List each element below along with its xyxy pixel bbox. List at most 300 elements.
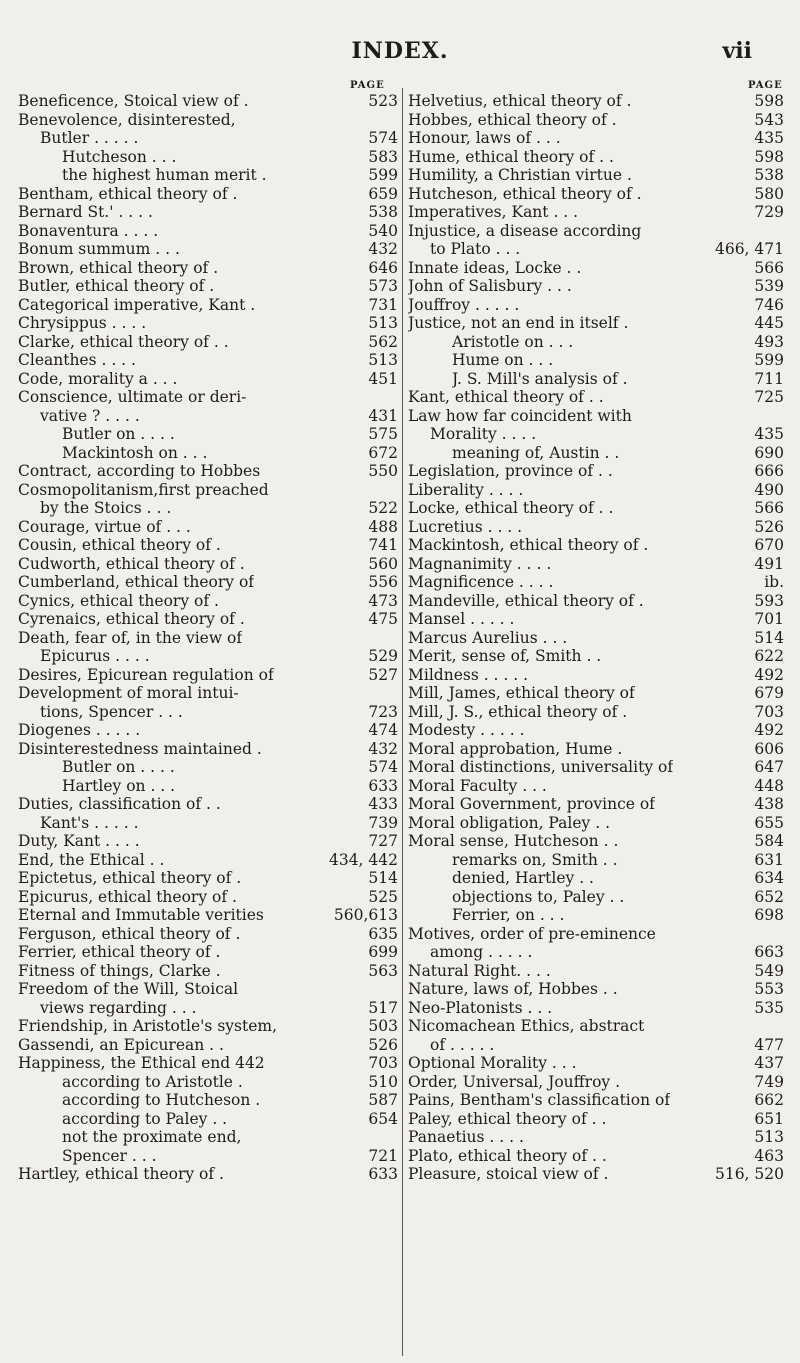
index-entry-term: tions, Spencer . . . [40,702,183,721]
index-entry-page: 679 [754,684,784,702]
index-entry [18,925,398,944]
index-entry-page: 525 [368,887,398,906]
index-entry [408,888,784,907]
index-entry-term: Beneficence, Stoical view of . [18,92,249,110]
index-entry [18,92,398,111]
index-entry-term: Benevolence, disinterested, [18,110,236,129]
index-entry [18,1036,398,1055]
index-entry-term: Cudworth, ethical theory of . [18,554,245,573]
index-entry-page: 477 [754,1035,784,1054]
index-entry [408,703,784,722]
index-entry-page: 431 [368,406,398,425]
index-entry-term: Justice, not an end in itself . [408,314,629,332]
index-entry-page: 490 [754,480,784,499]
index-entry-page: 538 [754,166,784,184]
index-entry-term: John of Salisbury . . . [408,277,572,295]
index-entry [18,148,398,167]
index-entry-page: 587 [368,1091,398,1109]
index-entry [408,999,784,1018]
index-entry-term: Hartley, ethical theory of . [18,1165,224,1183]
index-entry [18,499,398,518]
index-entry-term: Moral sense, Hutcheson . . [408,832,619,850]
index-entry-page: 646 [368,258,398,277]
index-entry [408,481,784,500]
index-entry-term: Jouffroy . . . . . [408,295,520,314]
index-entry [408,536,784,555]
index-entry-term: Butler on . . . . [62,425,175,443]
index-entry-page: 540 [368,221,398,240]
index-entry [18,259,398,278]
index-entry-term: Butler on . . . . [62,758,175,776]
index-entry-page: 492 [754,665,784,684]
index-entry-page: 703 [754,702,784,721]
index-entry-page: 662 [754,1091,784,1109]
index-entry-term: Paley, ethical theory of . . [408,1109,607,1128]
index-entry-term: Mildness . . . . . [408,665,529,684]
index-entry-term: Ferrier, on . . . [452,906,565,924]
index-entry-term: Merit, sense of, Smith . . [408,647,602,665]
index-entry-page: 466, 471 [714,240,784,258]
index-entry-page: 634 [754,869,784,887]
index-entry-term: Humility, a Christian virtue . [408,166,632,184]
index-entry-page: 529 [368,647,398,665]
index-entry-page: 432 [368,739,398,758]
index-entry-term: Panaetius . . . . [408,1128,524,1146]
index-entry-page: 503 [368,1017,398,1035]
index-entry-term: Legislation, province of . . [408,462,613,480]
index-entry [18,962,398,981]
index-entry-page: 635 [368,924,398,943]
index-entry-term: Duties, classification of . . [18,795,221,813]
index-entry-term: Nicomachean Ethics, abstract [408,1017,645,1035]
index-entry-term: according to Hutcheson . [62,1091,261,1109]
right-page-column-label: PAGE [748,80,783,91]
index-entry [18,795,398,814]
index-entry-term: J. S. Mill's analysis of . [452,369,628,388]
index-entry-page: 698 [754,906,784,924]
index-entry [408,296,784,315]
index-entry [408,629,784,648]
index-entry-page: 543 [754,110,784,129]
index-entry-term: Liberality . . . . [408,480,524,499]
index-entry-term: Honour, laws of . . . [408,129,561,147]
index-entry-page: 703 [368,1054,398,1072]
index-entry-term: Nature, laws of, Hobbes . . [408,980,618,998]
index-entry [18,1147,398,1166]
index-entry-term: Marcus Aurelius . . . [408,628,568,647]
index-entry-term: Butler, ethical theory of . [18,277,215,295]
index-entry [18,407,398,426]
index-entry-page: 513 [754,1128,784,1146]
index-entry-term: Plato, ethical theory of . . [408,1146,607,1165]
index-entry-term: Moral obligation, Paley . . [408,813,610,832]
index-entry-page: 701 [754,610,784,628]
index-entry-page: 538 [368,203,398,221]
index-entry-page: 606 [754,739,784,758]
index-entry-page: 437 [754,1054,784,1072]
index-entry-term: Lucretius . . . . [408,517,523,536]
index-entry-term: Aristotle on . . . [452,332,574,351]
index-entry [18,592,398,611]
index-entry [408,1054,784,1073]
index-entry-page: 514 [368,869,398,887]
index-entry [408,277,784,296]
index-entry-term: Cynics, ethical theory of . [18,591,219,610]
index-entry-term: Optional Morality . . . [408,1054,577,1072]
page-number: vii [722,38,752,64]
index-entry-page: 514 [754,628,784,647]
index-entry-page: 599 [754,351,784,369]
index-entry-term: Categorical imperative, Kant . [18,295,256,314]
index-entry-term: Mackintosh, ethical theory of . [408,536,649,554]
index-entry-page: 560 [368,554,398,573]
index-entry [18,518,398,537]
index-entry-page: 435 [754,129,784,147]
index-entry-page: 651 [754,1109,784,1128]
index-entry [408,925,784,944]
index-entry-term: Code, morality a . . . [18,369,178,388]
index-entry-page: 633 [368,776,398,795]
index-entry-page: 731 [368,295,398,314]
index-entry-page: 553 [754,980,784,998]
index-entry [408,1165,784,1184]
index-entry-term: Epicurus . . . . [40,647,150,665]
index-entry-page: 633 [368,1165,398,1183]
index-entry-page: 580 [754,184,784,203]
index-entry-page: 672 [368,443,398,462]
index-entry [18,980,398,999]
index-entry-term: meaning of, Austin . . [452,443,620,462]
index-entry-term: Clarke, ethical theory of . . [18,332,229,351]
index-entry-page: 510 [368,1072,398,1091]
index-entry [18,296,398,315]
index-entry-page: 666 [754,462,784,480]
index-entry [18,869,398,888]
index-entry-page: 435 [754,425,784,443]
index-entry-page: 475 [368,610,398,628]
index-entry [408,906,784,925]
index-entry-page: 434, 442 [328,850,398,869]
index-column-right [408,92,784,1184]
index-entry [408,851,784,870]
index-entry-term: Mackintosh on . . . [62,443,208,462]
index-entry-term: Duty, Kant . . . . [18,832,140,850]
index-entry-term: Imperatives, Kant . . . [408,203,579,221]
index-entry-term: Courage, virtue of . . . [18,517,191,536]
index-entry [408,740,784,759]
index-entry-term: Morality . . . . [430,425,537,443]
index-entry [18,999,398,1018]
index-entry-term: Desires, Epicurean regulation of [18,665,274,684]
index-entry-page: 526 [368,1035,398,1054]
index-entry-page: 513 [368,351,398,369]
index-entry [18,314,398,333]
index-entry-page: 598 [754,92,784,110]
index-entry-term: Brown, ethical theory of . [18,258,219,277]
index-entry [18,555,398,574]
index-entry-term: Cyrenaics, ethical theory of . [18,610,245,628]
index-entry [18,370,398,389]
index-entry-term: Development of moral intui- [18,684,239,702]
index-entry-page: 647 [754,758,784,776]
index-entry-page: 526 [754,517,784,536]
index-entry-page: 448 [754,776,784,795]
index-entry-page: 491 [754,554,784,573]
index-entry [408,444,784,463]
index-entry-term: Modesty . . . . . [408,721,525,739]
index-column-left [18,92,398,1184]
index-entry [408,777,784,796]
index-entry [408,1128,784,1147]
index-entry-term: Hutcheson, ethical theory of . [408,184,642,203]
index-entry-page: 663 [754,943,784,961]
index-entry-page: 535 [754,998,784,1017]
index-entry-term: Cleanthes . . . . [18,351,136,369]
index-entry-page: 723 [368,702,398,721]
index-entry [408,869,784,888]
index-entry [408,1147,784,1166]
index-entry-term: to Plato . . . [430,240,521,258]
index-entry [18,888,398,907]
index-entry-page: 739 [368,813,398,832]
index-entry [18,536,398,555]
index-entry-page: 445 [754,314,784,332]
index-entry [18,740,398,759]
index-entry-page: 599 [368,166,398,184]
index-entry-term: Magnanimity . . . . [408,554,552,573]
index-entry [408,758,784,777]
index-entry-page: 655 [754,813,784,832]
index-entry [18,240,398,259]
index-entry [18,906,398,925]
index-entry [18,222,398,241]
index-entry-term: according to Paley . . [62,1109,228,1128]
index-entry-term: of . . . . . [430,1035,495,1054]
index-entry [18,481,398,500]
index-entry-term: Butler . . . . . [40,129,139,147]
index-entry-term: Conscience, ultimate or deri- [18,388,247,406]
index-entry [18,814,398,833]
index-entry [408,518,784,537]
index-entry-term: the highest human merit . [62,166,267,184]
index-entry-page: 522 [368,499,398,517]
index-entry [408,240,784,259]
index-entry [18,203,398,222]
index-entry-page: 493 [754,332,784,351]
index-entry-term: Motives, order of pre-eminence [408,924,656,943]
index-entry [18,129,398,148]
index-entry-page: 523 [368,92,398,110]
index-entry-term: Order, Universal, Jouffroy . [408,1072,621,1091]
index-entry [18,1091,398,1110]
index-entry [408,647,784,666]
index-entry-term: not the proximate end, [62,1128,242,1146]
index-entry-term: Kant's . . . . . [40,813,139,832]
index-entry [18,351,398,370]
index-entry-page: 560,613 [333,906,398,924]
index-entry [18,777,398,796]
index-entry-page: 573 [368,277,398,295]
index-entry [18,832,398,851]
index-entry-term: Neo-Platonists . . . [408,998,553,1017]
index-entry-page: 729 [754,203,784,221]
index-entry [408,166,784,185]
index-entry [18,444,398,463]
index-entry-term: by the Stoics . . . [40,499,172,517]
index-entry-term: objections to, Paley . . [452,887,625,906]
index-entry [18,1017,398,1036]
index-entry-page: 566 [754,499,784,517]
index-entry-term: Fitness of things, Clarke . [18,961,221,980]
index-entry-page: 574 [368,129,398,147]
index-entry [18,166,398,185]
index-entry-page: 749 [754,1072,784,1091]
index-entry-page: 593 [754,591,784,610]
index-entry [408,203,784,222]
index-entry [18,333,398,352]
index-entry-page: 711 [754,369,784,388]
index-entry-term: Happiness, the Ethical end 442 [18,1054,265,1072]
index-entry [408,1036,784,1055]
index-entry-term: Freedom of the Will, Stoical [18,980,239,998]
index-entry-page: 622 [754,647,784,665]
index-entry-term: Bernard St.' . . . . [18,203,153,221]
index-entry [18,425,398,444]
index-entry-page: 556 [368,573,398,591]
index-entry-page: 438 [754,795,784,813]
index-entry-page: 527 [368,665,398,684]
index-entry-term: among . . . . . [430,943,533,961]
index-entry [408,388,784,407]
index-entry [18,1054,398,1073]
index-entry-page: 432 [368,240,398,258]
index-entry-page: 433 [368,795,398,813]
index-entry [18,1128,398,1147]
index-entry-term: Epictetus, ethical theory of . [18,869,242,887]
index-entry-term: Mill, James, ethical theory of [408,684,635,702]
index-entry-page: 451 [368,369,398,388]
index-entry-page: 584 [754,832,784,850]
index-entry-page: 550 [368,462,398,480]
index-entry [408,407,784,426]
index-entry-term: Gassendi, an Epicurean . . [18,1035,224,1054]
left-page-column-label: PAGE [350,80,385,91]
index-entry-term: remarks on, Smith . . [452,850,618,869]
index-entry-page: 670 [754,536,784,554]
index-entry-term: Ferguson, ethical theory of . [18,924,241,943]
index-entry [18,1073,398,1092]
page-title: INDEX. [351,38,449,64]
index-entry [18,573,398,592]
index-entry-term: Disinterestedness maintained . [18,739,262,758]
index-entry-page: 574 [368,758,398,776]
index-entry [18,1165,398,1184]
index-entry-term: Moral Faculty . . . [408,776,547,795]
index-entry-term: Pains, Bentham's classification of [408,1091,671,1109]
index-entry-term: Helvetius, ethical theory of . [408,92,632,110]
index-entry-term: Law how far coincident with [408,406,632,425]
running-head [0,38,800,68]
index-entry-term: Moral Government, province of [408,795,655,813]
index-entry [408,1110,784,1129]
index-entry-term: Injustice, a disease according [408,221,642,240]
index-entry [18,684,398,703]
index-entry-term: Moral distinctions, universality of [408,758,674,776]
index-entry-page: 562 [368,332,398,351]
index-entry-page: 583 [368,147,398,166]
index-entry [18,185,398,204]
index-entry-page: 516, 520 [714,1165,784,1183]
index-entry-page: 727 [368,832,398,850]
index-entry-term: Ferrier, ethical theory of . [18,943,221,961]
index-entry-page: 598 [754,147,784,166]
index-entry [408,462,784,481]
index-entry [408,943,784,962]
index-entry [18,943,398,962]
index-entry [408,666,784,685]
index-entry [408,425,784,444]
index-entry [18,666,398,685]
index-entry [408,351,784,370]
index-entry [18,721,398,740]
index-entry [18,610,398,629]
index-entry-term: Magnificence . . . . [408,573,554,591]
index-entry [408,370,784,389]
index-entry [408,333,784,352]
index-entry [408,573,784,592]
index-entry-page: 746 [754,295,784,314]
index-entry-term: Friendship, in Aristotle's system, [18,1017,278,1035]
index-entry-page: 492 [754,721,784,739]
index-entry-term: vative ? . . . . [40,406,140,425]
index-entry [18,1110,398,1129]
index-entry [408,980,784,999]
index-entry-term: Bonaventura . . . . [18,221,159,240]
index-entry-term: Kant, ethical theory of . . [408,388,604,406]
index-entry-term: Epicurus, ethical theory of . [18,887,237,906]
index-entry [408,684,784,703]
index-entry-page: 539 [754,277,784,295]
index-entry [408,721,784,740]
index-entry-page: 549 [754,961,784,980]
index-entry [18,629,398,648]
index-entry-term: Bentham, ethical theory of . [18,184,238,203]
index-entry-term: Mill, J. S., ethical theory of . [408,702,628,721]
index-entry-page: 654 [368,1109,398,1128]
index-entry-term: Bonum summum . . . [18,240,180,258]
index-entry-page: 652 [754,887,784,906]
index-entry [18,111,398,130]
index-entry-term: Diogenes . . . . . [18,721,141,739]
index-entry [18,851,398,870]
index-entry [408,129,784,148]
column-divider [402,88,403,1356]
index-entry-page: 474 [368,721,398,739]
index-entry-term: Cumberland, ethical theory of [18,573,255,591]
index-entry-page: 566 [754,258,784,277]
index-entry-term: according to Aristotle . [62,1072,243,1091]
index-entry [408,1073,784,1092]
index-entry [408,499,784,518]
index-entry-term: Hobbes, ethical theory of . [408,110,617,129]
index-entry-term: Death, fear of, in the view of [18,628,243,647]
index-entry [408,962,784,981]
index-entry-page: 575 [368,425,398,443]
index-entry-term: Contract, according to Hobbes [18,462,261,480]
index-entry [408,92,784,111]
index-entry [18,647,398,666]
index-entry-term: Mandeville, ethical theory of . [408,591,644,610]
